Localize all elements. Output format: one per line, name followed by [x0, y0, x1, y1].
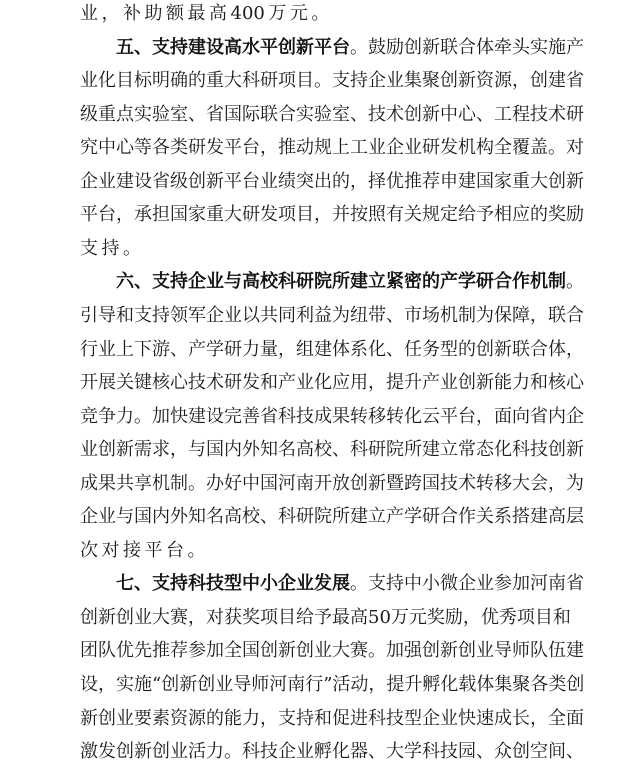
- paragraph-line: 团 队 优 先 推 荐 参 加 全 国 创 新 创 业 大 赛 。 加 强 创 新 创 业 导 师 队 伍 建: [80, 640, 584, 662]
- paragraph-line: 业 化 目 标 明 确 的 重 大 科 研 项 目 。 支 持 企 业 集 聚 创 新 资 源 ， 创 建 省: [80, 70, 584, 92]
- paragraph-line: 激 发 创 新 创 业 活 力 。 科 技 企 业 孵 化 器 、 大 学 科 技 园 、 众 创 空 间 、: [80, 741, 584, 763]
- paragraph-line: 开 展 关 键 核 心 技 术 研 发 和 产 业 化 应 用 ， 提 升 产 业 创 新 能 力 和 核 心: [80, 372, 584, 394]
- paragraph-line: 竞 争 力 。 加 快 建 设 完 善 省 科 技 成 果 转 移 转 化 云 平 台 ， 面 向 省 内 企: [80, 405, 584, 427]
- paragraph-line: 引 导 和 支 持 领 军 企 业 以 共 同 利 益 为 纽 带 、 市 场 机 制 为 保 障 ， 联 合: [80, 304, 584, 326]
- paragraph-line: 新 创 业 要 素 资 源 的 能 力 ， 支 持 和 促 进 科 技 型 企 业 快 速 成 长 ， 全 面: [80, 707, 584, 729]
- section-heading-line: 六 、 支 持 企 业 与 高 校 科 研 院 所 建 立 紧 密 的 产 学 研 合 作 机 制 。: [116, 271, 584, 293]
- paragraph-line: 企 业 与 国 内 外 知 名 高 校 、 科 研 院 所 建 立 产 学 研 合 作 关 系 搭 建 高 层: [80, 506, 584, 528]
- paragraph-line: 究 中 心 等 各 类 研 发 平 台 ， 推 动 规 上 工 业 企 业 研 发 机 构 全 覆 盖 。 对: [80, 137, 584, 159]
- paragraph-line: 成 果 共 享 机 制 。 办 好 中 国 河 南 开 放 创 新 暨 跨 国 技 术 转 移 大 会 ， 为: [80, 472, 584, 494]
- paragraph-line: 业 创 新 需 求 ， 与 国 内 外 知 名 高 校 、 科 研 院 所 建 立 常 态 化 科 技 创 新: [80, 439, 584, 461]
- section-heading-line: 五 、 支 持 建 设 高 水 平 创 新 平 台 。 鼓 励 创 新 联 合 体 牵 头 实 施 产: [116, 36, 584, 58]
- section-heading-line: 七 、 支 持 科 技 型 中 小 企 业 发 展 。 支 持 中 小 微 企 业 参 加 河 南 省: [116, 573, 584, 595]
- paragraph-line: 行 业 上 下 游 、 产 学 研 力 量 ， 组 建 体 系 化 、 任 务 型 的 创 新 联 合 体 ，: [80, 338, 584, 360]
- paragraph-line: 次 对 接 平 台 。: [80, 539, 206, 561]
- paragraph-line: 平 台 ， 承 担 国 家 重 大 研 发 项 目 ， 并 按 照 有 关 规 定 给 予 相 应 的 奖 励: [80, 204, 584, 226]
- paragraph-line: 设 ， 实 施 “ 创 新 创 业 导 师 河 南 行 ” 活 动 ， 提 升 孵 化 载 体 集 聚 各 类 创: [80, 674, 585, 695]
- paragraph-line: 企 业 建 设 省 级 创 新 平 台 业 绩 突 出 的 ， 择 优 推 荐 申 建 国 家 重 大 创 新: [80, 170, 584, 192]
- paragraph-line: 级 重 点 实 验 室 、 省 国 际 联 合 实 验 室 、 技 术 创 新 中 心 、 工 程 技 术 研: [80, 103, 584, 125]
- paragraph-line: 业 ， 补 助 额 最 高 400 万 元 。: [80, 3, 330, 24]
- paragraph-line: 创 新 创 业 大 赛 ， 对 获 奖 项 目 给 予 最 高 50 万 元 奖 励 ， 优 秀 项 目 和: [80, 606, 571, 628]
- paragraph-line: 支 持 。: [80, 237, 141, 259]
